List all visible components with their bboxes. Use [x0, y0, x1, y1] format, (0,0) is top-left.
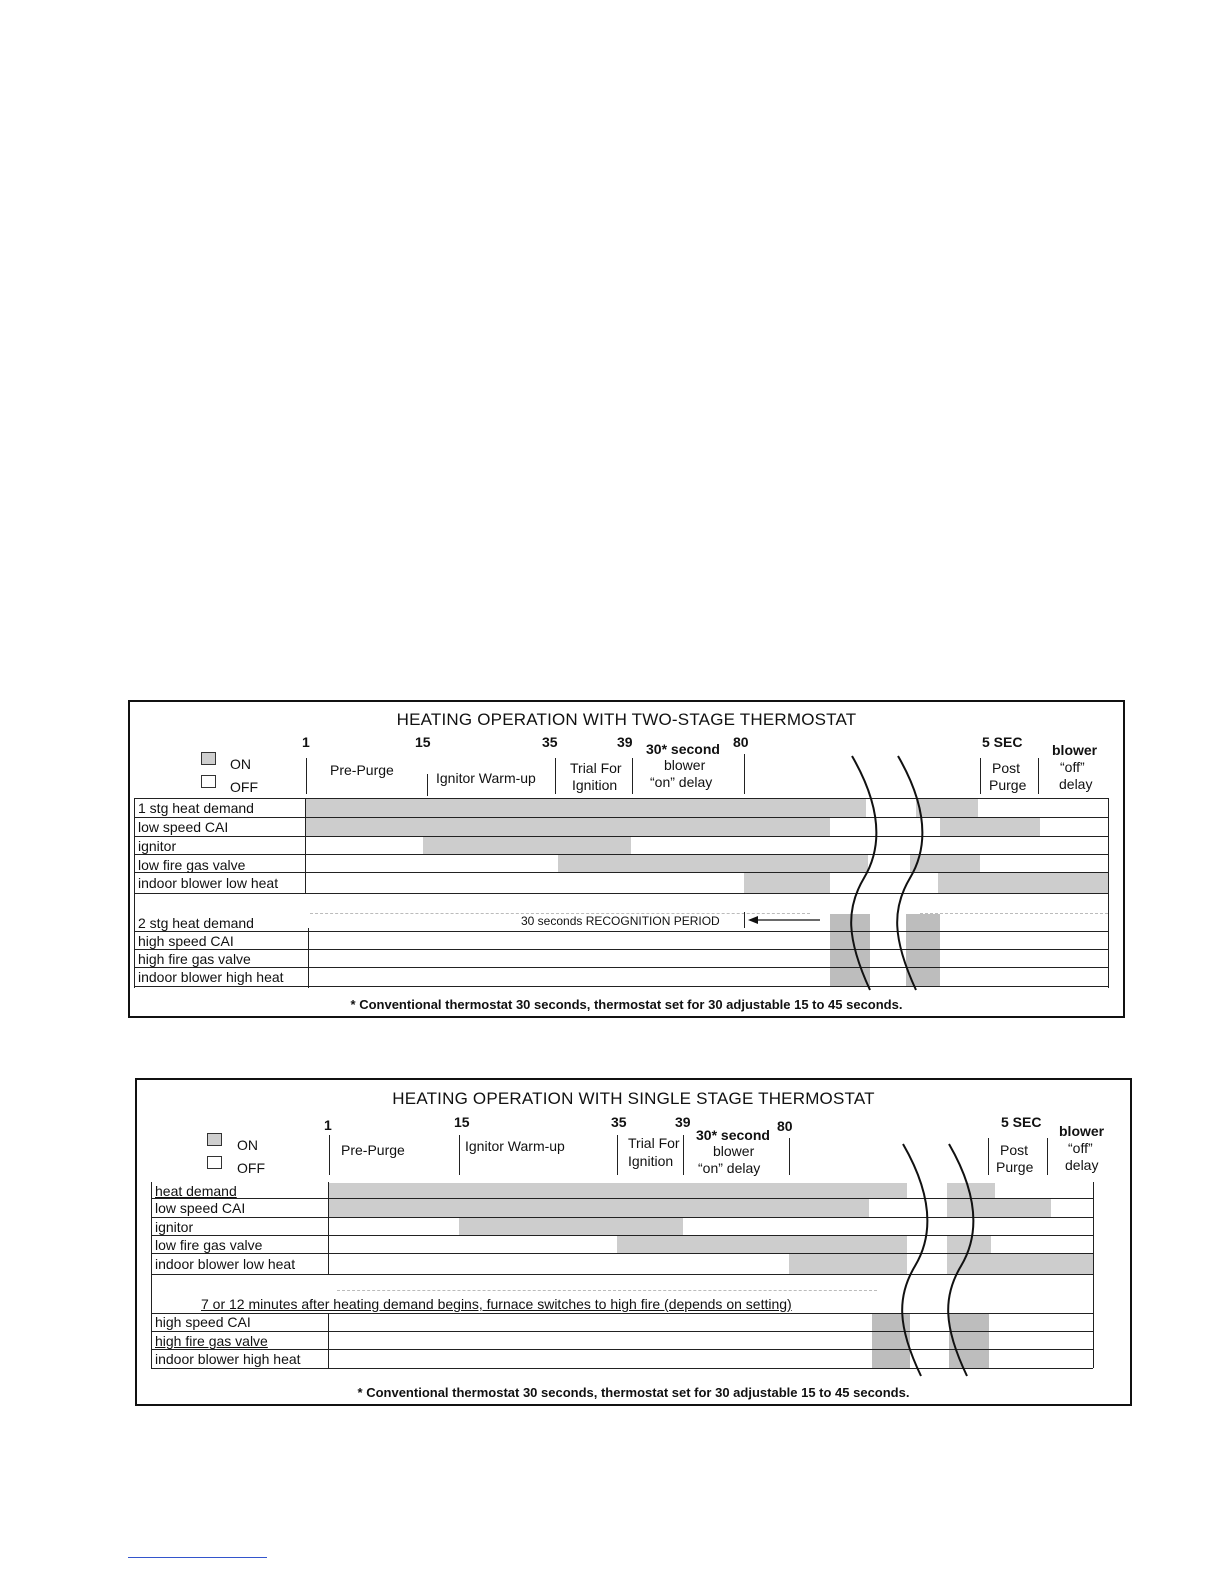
phase-divider — [555, 758, 556, 794]
legend-off-label: OFF — [230, 779, 258, 795]
phase-trial-line1: Trial For — [628, 1135, 680, 1151]
phase-divider — [306, 758, 307, 794]
phase-delay-line1: 30* second — [646, 741, 720, 757]
phase-delay-line1: 30* second — [696, 1127, 770, 1143]
phase-divider — [459, 1135, 460, 1175]
tick-39: 39 — [617, 734, 633, 750]
row-label: low speed CAI — [138, 819, 229, 835]
row-label: high speed CAI — [155, 1314, 251, 1330]
phase-off-line2: “off” — [1068, 1140, 1093, 1156]
phase-off-line1: blower — [1052, 742, 1098, 758]
tick-35: 35 — [611, 1114, 627, 1130]
row-rule — [134, 893, 1108, 894]
phase-trial-line2: Ignition — [628, 1153, 674, 1169]
high-fire-note: 7 or 12 minutes after heating demand begins, furnace switches to high fire (depends on setting) — [201, 1296, 792, 1312]
bar-heat-demand — [329, 1183, 907, 1198]
row-label: 1 stg heat demand — [138, 800, 254, 816]
tick-5sec: 5 SEC — [1001, 1114, 1042, 1130]
phase-off-line3: delay — [1065, 1157, 1099, 1173]
diagram-title: HEATING OPERATION WITH SINGLE STAGE THERMOSTAT — [392, 1089, 875, 1108]
recognition-period-label: 30 seconds RECOGNITION PERIOD — [521, 914, 720, 928]
tick-5sec: 5 SEC — [982, 734, 1023, 750]
label-divider — [308, 928, 309, 988]
phase-trial-line2: Ignition — [572, 777, 618, 793]
tick-1: 1 — [324, 1117, 332, 1133]
footnote-rule — [128, 1557, 267, 1558]
phase-divider — [980, 758, 981, 794]
row-label: ignitor — [155, 1219, 194, 1235]
bar-low-cai — [306, 818, 830, 836]
row-label: indoor blower low heat — [155, 1256, 296, 1272]
bar-low-gas — [617, 1236, 907, 1253]
bar-low-cai-b — [940, 818, 1040, 836]
phase-delay-line2: blower — [664, 757, 706, 773]
bar-low-gas — [558, 855, 868, 872]
two-stage-timing-diagram — [128, 700, 1125, 1018]
legend-off-swatch — [207, 1156, 222, 1169]
legend-on-label: ON — [237, 1137, 258, 1153]
row-rule — [134, 986, 1108, 987]
row-label: high fire gas valve — [138, 951, 251, 967]
grid-right — [1108, 798, 1109, 988]
grid-right — [1093, 1182, 1094, 1368]
phase-off-line2: “off” — [1060, 759, 1085, 775]
dashed-guide — [337, 1290, 877, 1291]
phase-ignitor-warmup: Ignitor Warm-up — [465, 1138, 565, 1154]
phase-divider — [1047, 1138, 1048, 1175]
phase-divider — [789, 1138, 790, 1175]
row-label: indoor blower high heat — [155, 1351, 301, 1367]
bar-ignitor — [459, 1218, 683, 1235]
row-label: heat demand — [155, 1183, 237, 1199]
single-stage-timing-diagram — [135, 1078, 1132, 1406]
phase-delay-line2: blower — [713, 1143, 755, 1159]
row-label: high fire gas valve — [155, 1333, 268, 1349]
row-rule — [134, 967, 1108, 968]
tick-80: 80 — [777, 1118, 793, 1134]
phase-post-line1: Post — [992, 760, 1021, 776]
phase-off-line3: delay — [1059, 776, 1093, 792]
legend-on-swatch — [201, 752, 216, 765]
bar-heat-demand-1 — [306, 799, 866, 817]
bar-blower-low-b — [938, 873, 1108, 893]
phase-divider — [744, 754, 745, 794]
time-break-marker — [842, 748, 952, 998]
row-label: low fire gas valve — [138, 857, 246, 873]
footnote: * Conventional thermostat 30 seconds, thermostat set for 30 adjustable 15 to 45 seconds. — [350, 997, 903, 1012]
bar-low-cai — [329, 1199, 869, 1217]
row-label: ignitor — [138, 838, 177, 854]
label-divider — [328, 1313, 329, 1368]
tick-15: 15 — [454, 1114, 470, 1130]
phase-divider — [329, 1135, 330, 1175]
bar-ignitor — [423, 837, 631, 854]
phase-divider — [617, 1135, 618, 1175]
tick-80: 80 — [733, 734, 749, 750]
grid-left — [151, 1182, 152, 1368]
phase-divider — [632, 758, 633, 794]
phase-ignitor-warmup: Ignitor Warm-up — [436, 770, 536, 786]
row-label: low speed CAI — [155, 1200, 246, 1216]
phase-pre-purge: Pre-Purge — [341, 1142, 405, 1158]
tick-35: 35 — [542, 734, 558, 750]
phase-delay-line3: “on” delay — [650, 774, 713, 790]
diagram-title: HEATING OPERATION WITH TWO-STAGE THERMOSTAT — [396, 710, 857, 729]
phase-divider — [683, 1135, 684, 1175]
time-break-marker — [889, 1136, 999, 1386]
tick-1: 1 — [302, 734, 310, 750]
phase-post-line2: Purge — [996, 1159, 1034, 1175]
phase-post-line2: Purge — [989, 777, 1027, 793]
bar-blower-low — [744, 873, 830, 893]
phase-trial-line1: Trial For — [570, 760, 622, 776]
row-label: 2 stg heat demand — [138, 915, 254, 931]
phase-divider — [427, 774, 428, 796]
row-label: indoor blower high heat — [138, 969, 284, 985]
footnote: * Conventional thermostat 30 seconds, thermostat set for 30 adjustable 15 to 45 seconds. — [357, 1385, 910, 1400]
legend-off-label: OFF — [237, 1160, 265, 1176]
phase-divider — [1038, 758, 1039, 794]
recognition-arrow — [746, 914, 826, 926]
legend-on-label: ON — [230, 756, 251, 772]
row-rule — [134, 949, 1108, 950]
phase-post-line1: Post — [1000, 1142, 1029, 1158]
row-label: low fire gas valve — [155, 1237, 263, 1253]
legend-off-swatch — [201, 775, 216, 788]
phase-delay-line3: “on” delay — [698, 1160, 761, 1176]
row-rule — [134, 931, 1108, 932]
tick-39: 39 — [675, 1114, 691, 1130]
recognition-marker — [744, 912, 745, 928]
legend-on-swatch — [207, 1133, 222, 1146]
row-label: indoor blower low heat — [138, 875, 279, 891]
tick-15: 15 — [415, 734, 431, 750]
row-label: high speed CAI — [138, 933, 234, 949]
phase-off-line1: blower — [1059, 1123, 1105, 1139]
phase-pre-purge: Pre-Purge — [330, 762, 394, 778]
